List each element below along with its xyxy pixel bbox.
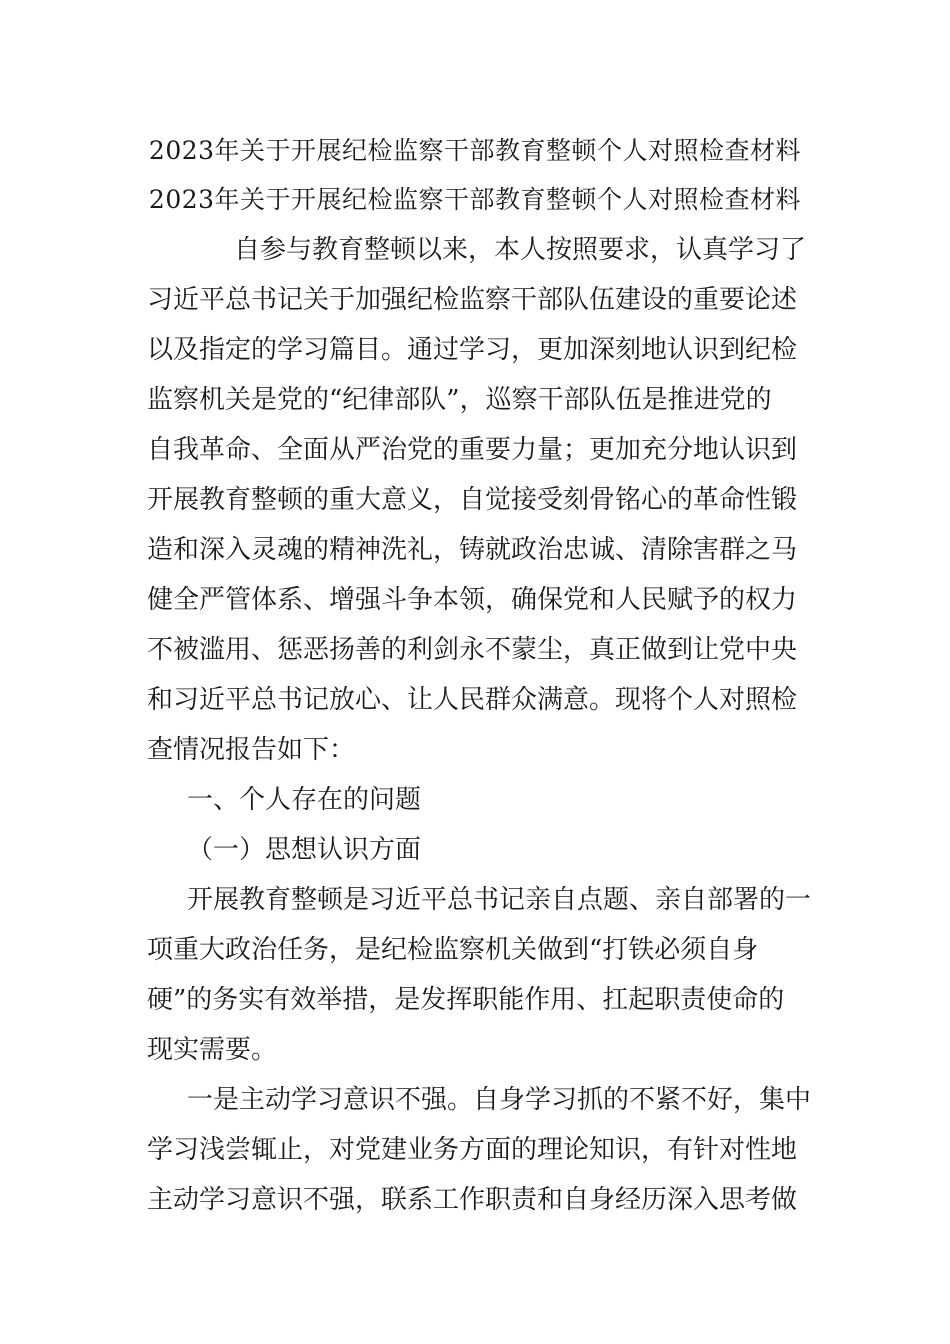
body-line: 一是主动学习意识不强。自身学习抓的不紧不好，集中	[187, 1085, 812, 1115]
body-line: 自我革命、全面从严治党的重要力量；更加充分地认识到	[147, 435, 798, 465]
body-line: 现实需要。	[147, 1035, 278, 1065]
body-line: 以及指定的学习篇目。通过学习，更加深刻地认识到纪检	[147, 335, 798, 365]
document-title: 2023年关于开展纪检监察干部教育整顿个人对照检查材料	[148, 136, 802, 165]
body-line: 和习近平总书记放心、让人民群众满意。现将个人对照检	[147, 685, 798, 715]
body-line: 造和深入灵魂的精神洗礼，铸就政治忠诚、清除害群之马	[147, 535, 798, 565]
document-title-repeat: 2023年关于开展纪检监察干部教育整顿个人对照检查材料	[148, 185, 802, 214]
body-line: 学习浅尝辄止，对党建业务方面的理论知识，有针对性地	[147, 1135, 798, 1165]
body-line: 开展教育整顿的重大意义，自觉接受刻骨铭心的革命性锻	[147, 485, 798, 515]
body-line: 开展教育整顿是习近平总书记亲自点题、亲自部署的一	[187, 885, 812, 915]
body-line: 监察机关是党的“纪律部队”，巡察干部队伍是推进党的	[147, 385, 772, 415]
subsection-heading: （一）思想认识方面	[187, 835, 422, 865]
body-line: 查情况报告如下：	[147, 735, 356, 765]
body-line: 硬”的务实有效举措，是发挥职能作用、扛起职责使命的	[147, 985, 785, 1015]
body-line: 项重大政治任务，是纪检监察机关做到“打铁必须自身	[147, 935, 759, 965]
body-line: 自参与教育整顿以来，本人按照要求，认真学习了	[234, 235, 807, 265]
section-heading: 一、个人存在的问题	[187, 785, 422, 815]
body-line: 不被滥用、惩恶扬善的利剑永不蒙尘，真正做到让党中央	[147, 635, 798, 665]
body-line: 健全严管体系、增强斗争本领，确保党和人民赋予的权力	[147, 585, 798, 615]
body-line: 主动学习意识不强，联系工作职责和自身经历深入思考做	[147, 1185, 798, 1215]
body-line: 习近平总书记关于加强纪检监察干部队伍建设的重要论述	[147, 285, 798, 315]
